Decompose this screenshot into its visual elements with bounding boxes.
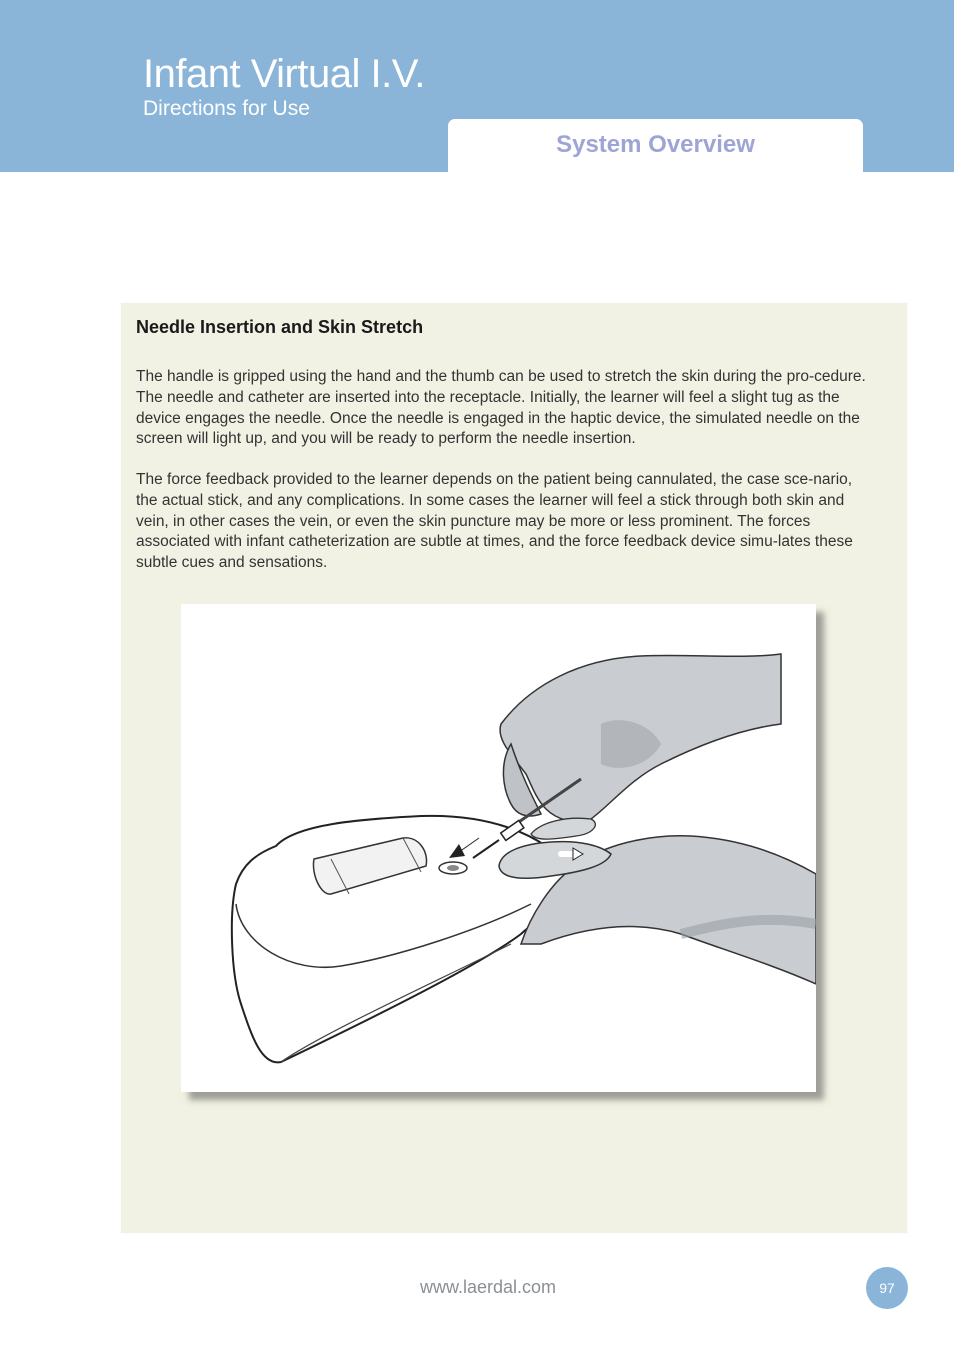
section-heading: Needle Insertion and Skin Stretch: [136, 317, 424, 337]
document-title: Infant Virtual I.V.: [143, 52, 425, 96]
header-band: [0, 0, 954, 172]
section-tab-label: System Overview: [556, 131, 755, 158]
footer-url[interactable]: www.laerdal.com: [420, 1277, 557, 1297]
section-tab: [448, 119, 863, 172]
needle-insertion-illustration: [181, 604, 816, 1092]
page-number-badge: [866, 1267, 908, 1309]
illustration-figure: [181, 604, 816, 1092]
page-number: 97: [879, 1280, 895, 1296]
gloved-hand-upper: [500, 654, 781, 839]
gloved-hand-icon: [499, 836, 816, 984]
paragraph-1: The handle is gripped using the hand and the thumb can be used to stretch the skin during the pro-cedure. The needle and catheter are inserted into the receptacle. Initially, the learner will feel a slight tug as the device engages the needle. Once the needle is engaged in the haptic device, the simulated needle on the screen will light up, and you will be ready to perform the needle insertion.: [136, 368, 866, 448]
document-subtitle: Directions for Use: [143, 97, 310, 120]
paragraph-2: The force feedback provided to the learner depends on the patient being cannulated, the case sce-nario, the actual stick, and any complications. In some cases the learner will feel a stick through both skin and vein, in other cases the vein, or even the skin puncture may be more or less prominent. The forces associated with infant catheterization are subtle at times, and the force feedback device simu-lates these subtle cues and sensations.: [136, 471, 853, 572]
content-panel: [121, 303, 907, 1233]
